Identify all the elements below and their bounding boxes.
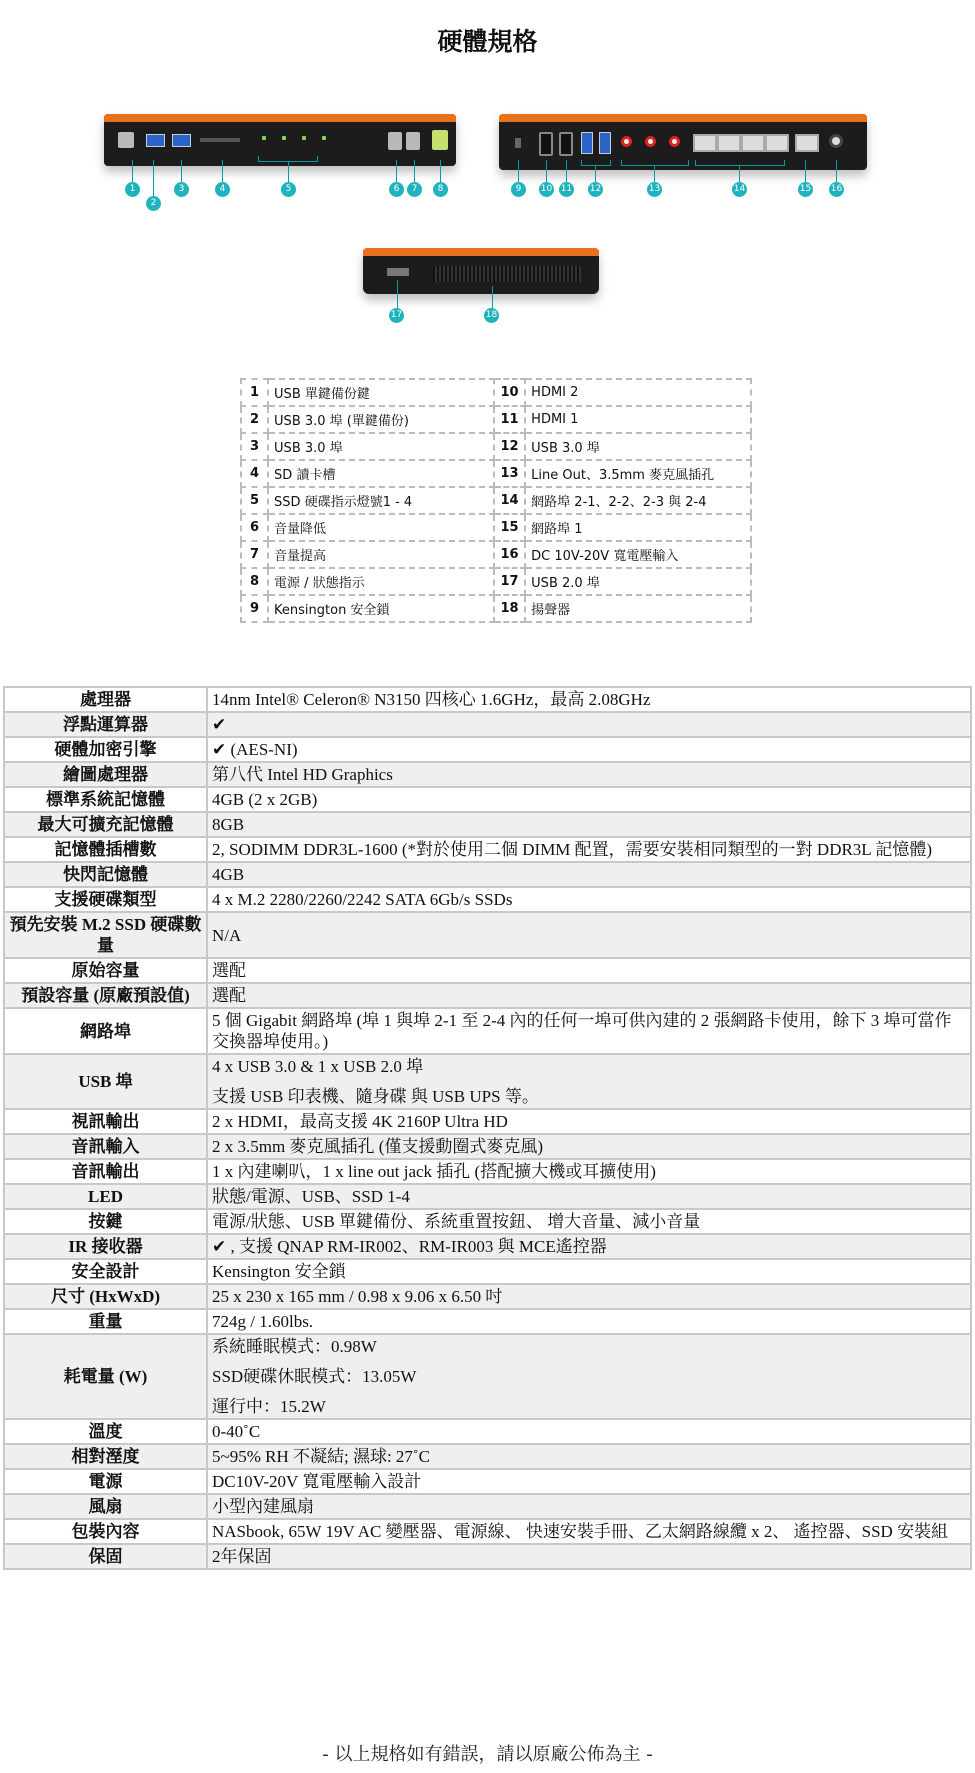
legend-row — [241, 379, 751, 406]
spec-row — [4, 912, 971, 958]
ethernet-port-icon — [795, 134, 819, 152]
callout-marker: 2 — [146, 196, 161, 211]
spec-value — [207, 712, 971, 737]
spec-value — [207, 1419, 971, 1444]
spec-value-line: 0-40˚C — [212, 1422, 261, 1441]
spec-label: 重量 — [4, 1309, 207, 1334]
spec-label: 網路埠 — [4, 1008, 207, 1054]
spec-label: 尺寸 (HxWxD) — [4, 1284, 207, 1309]
legend-label: 電源 / 狀態指示 — [268, 568, 494, 595]
kensington-lock-icon — [515, 138, 521, 148]
spec-value-line: 4GB (2 x 2GB) — [212, 790, 318, 809]
spec-value-line: ✔ (AES-NI) — [212, 740, 298, 759]
legend-label: 網路埠 1 — [525, 514, 751, 541]
volume-up-button-icon — [406, 132, 420, 150]
spec-label: 溫度 — [4, 1419, 207, 1444]
spec-label: LED — [4, 1184, 207, 1209]
spec-label: 風扇 — [4, 1494, 207, 1519]
legend-label: DC 10V-20V 寬電壓輸入 — [525, 541, 751, 568]
spec-label: 處理器 — [4, 687, 207, 712]
spec-value — [207, 983, 971, 1008]
spec-label: 浮點運算器 — [4, 712, 207, 737]
legend-row — [241, 460, 751, 487]
spec-value — [207, 1054, 971, 1109]
legend-row — [241, 406, 751, 433]
callout-marker: 4 — [215, 182, 230, 197]
spec-value — [207, 837, 971, 862]
spec-value — [207, 1184, 971, 1209]
usb2-port-icon — [387, 268, 409, 276]
spec-label: 繪圖處理器 — [4, 762, 207, 787]
audio-jack-icon — [621, 136, 632, 147]
spec-value — [207, 1284, 971, 1309]
legend-label: USB 3.0 埠 — [525, 433, 751, 460]
spec-value — [207, 1309, 971, 1334]
callout-marker: 16 — [829, 182, 844, 197]
spec-value-line: 4 x M.2 2280/2260/2242 SATA 6Gb/s SSDs — [212, 890, 513, 909]
speaker-grille-icon — [433, 266, 581, 282]
port-legend-table — [240, 378, 752, 623]
spec-value — [207, 687, 971, 712]
ethernet-port-icon — [765, 134, 789, 152]
spec-label: 耗電量 (W) — [4, 1334, 207, 1419]
spec-value-line: ✔ , 支援 QNAP RM-IR002、RM-IR003 與 MCE遙控器 — [212, 1237, 607, 1256]
spec-value-line: 5 個 Gigabit 網路埠 (埠 1 與埠 2-1 至 2-4 內的任何一埠可供內建的 2 張網路卡使用，餘下 3 埠可當作交換器埠使用。) — [212, 1011, 952, 1051]
callout-marker: 8 — [433, 182, 448, 197]
side-panel — [363, 248, 599, 294]
spec-row — [4, 687, 971, 712]
spec-value-line: NASbook, 65W 19V AC 變壓器、電源線、 快速安裝手冊、乙太網路線纜 x 2、 遙控器、SSD 安裝組 — [212, 1522, 949, 1541]
spec-value — [207, 1134, 971, 1159]
legend-number: 13 — [494, 460, 525, 487]
spec-label: IR 接收器 — [4, 1234, 207, 1259]
legend-number: 5 — [241, 487, 268, 514]
legend-number: 4 — [241, 460, 268, 487]
legend-row — [241, 433, 751, 460]
spec-value-line: N/A — [212, 925, 242, 945]
spec-label: 原始容量 — [4, 958, 207, 983]
spec-value — [207, 958, 971, 983]
ethernet-port-icon — [741, 134, 765, 152]
spec-label: 記憶體插槽數 — [4, 837, 207, 862]
spec-value-line: DC10V-20V 寬電壓輸入設計 — [212, 1472, 422, 1491]
spec-row — [4, 862, 971, 887]
spec-value-line: 2年保固 — [212, 1547, 272, 1566]
spec-label: 支援硬碟類型 — [4, 887, 207, 912]
legend-number: 16 — [494, 541, 525, 568]
audio-jack-icon — [669, 136, 680, 147]
spec-row — [4, 812, 971, 837]
legend-row — [241, 568, 751, 595]
spec-label: 預先安裝 M.2 SSD 硬碟數量 — [4, 912, 207, 958]
spec-row — [4, 762, 971, 787]
spec-value — [207, 1109, 971, 1134]
spec-value-line: 25 x 230 x 165 mm / 0.98 x 9.06 x 6.50 吋 — [212, 1287, 503, 1306]
callout-marker: 7 — [407, 182, 422, 197]
spec-row — [4, 1519, 971, 1544]
spec-row — [4, 1469, 971, 1494]
legend-number: 11 — [494, 406, 525, 433]
spec-row — [4, 887, 971, 912]
spec-row — [4, 983, 971, 1008]
callout-marker: 9 — [511, 182, 526, 197]
hdmi-port-icon — [559, 132, 573, 156]
spec-value — [207, 1334, 971, 1419]
spec-row — [4, 1209, 971, 1234]
led-icon — [302, 136, 306, 140]
spec-label: 音訊輸出 — [4, 1159, 207, 1184]
spec-row — [4, 1008, 971, 1054]
spec-row — [4, 1284, 971, 1309]
legend-number: 8 — [241, 568, 268, 595]
sd-slot-icon — [200, 138, 240, 142]
spec-value — [207, 737, 971, 762]
spec-value — [207, 787, 971, 812]
spec-row — [4, 1419, 971, 1444]
spec-label: USB 埠 — [4, 1054, 207, 1109]
spec-value — [207, 1469, 971, 1494]
legend-label: 音量降低 — [268, 514, 494, 541]
legend-label: 揚聲器 — [525, 595, 751, 622]
usb-port-icon — [172, 134, 191, 147]
legend-label: USB 2.0 埠 — [525, 568, 751, 595]
callout-marker: 17 — [389, 308, 404, 323]
callout-marker: 11 — [559, 182, 574, 197]
spec-label: 相對溼度 — [4, 1444, 207, 1469]
callout-marker: 10 — [539, 182, 554, 197]
spec-value-line: 724g / 1.60lbs. — [212, 1312, 314, 1331]
spec-row — [4, 958, 971, 983]
legend-label: 音量提高 — [268, 541, 494, 568]
spec-value-line: 4GB — [212, 865, 245, 884]
ethernet-port-icon — [693, 134, 717, 152]
legend-label: USB 單鍵備份鍵 — [268, 379, 494, 406]
spec-row — [4, 737, 971, 762]
audio-jack-icon — [645, 136, 656, 147]
legend-number: 15 — [494, 514, 525, 541]
spec-label: 安全設計 — [4, 1259, 207, 1284]
spec-value-line: 2 x 3.5mm 麥克風插孔 (僅支援動圈式麥克風) — [212, 1137, 544, 1156]
spec-row — [4, 1159, 971, 1184]
legend-label: HDMI 1 — [525, 406, 751, 433]
spec-label: 硬體加密引擎 — [4, 737, 207, 762]
legend-number: 2 — [241, 406, 268, 433]
callout-marker: 14 — [732, 182, 747, 197]
dc-input-icon — [829, 134, 843, 148]
legend-label: Line Out、3.5mm 麥克風插孔 — [525, 460, 751, 487]
legend-number: 3 — [241, 433, 268, 460]
spec-value-line: SSD硬碟休眠模式：13.05W — [212, 1367, 417, 1386]
spec-value — [207, 1234, 971, 1259]
led-icon — [262, 136, 266, 140]
spec-value-line: 2, SODIMM DDR3L-1600 (*對於使用二個 DIMM 配置，需要安裝相同類型的一對 DDR3L 記憶體) — [212, 840, 932, 859]
spec-value — [207, 1008, 971, 1054]
hdmi-port-icon — [539, 132, 553, 156]
spec-label: 音訊輸入 — [4, 1134, 207, 1159]
spec-value — [207, 1159, 971, 1184]
legend-number: 12 — [494, 433, 525, 460]
led-icon — [282, 136, 286, 140]
spec-value — [207, 1209, 971, 1234]
footer-note: - 以上規格如有錯誤，請以原廠公佈為主 - — [322, 1744, 653, 1765]
spec-label: 預設容量 (原廠預設值) — [4, 983, 207, 1008]
spec-value-line: 2 x HDMI，最高支援 4K 2160P Ultra HD — [212, 1112, 508, 1131]
usb-port-icon — [599, 132, 611, 154]
spec-value-line: 支援 USB 印表機、隨身碟 與 USB UPS 等。 — [212, 1087, 539, 1106]
callout-marker: 12 — [588, 182, 603, 197]
spec-value — [207, 912, 971, 958]
spec-label: 電源 — [4, 1469, 207, 1494]
spec-row — [4, 1444, 971, 1469]
callout-marker: 5 — [281, 182, 296, 197]
spec-value — [207, 1494, 971, 1519]
legend-number: 14 — [494, 487, 525, 514]
spec-value — [207, 862, 971, 887]
legend-number: 6 — [241, 514, 268, 541]
spec-row — [4, 1234, 971, 1259]
spec-label: 按鍵 — [4, 1209, 207, 1234]
spec-row — [4, 837, 971, 862]
legend-row — [241, 514, 751, 541]
callout-marker: 1 — [125, 182, 140, 197]
spec-row — [4, 712, 971, 737]
legend-number: 17 — [494, 568, 525, 595]
legend-label: USB 3.0 埠 (單鍵備份) — [268, 406, 494, 433]
legend-number: 9 — [241, 595, 268, 622]
spec-value-line: 狀態/電源、USB、SSD 1-4 — [212, 1187, 410, 1206]
legend-row — [241, 487, 751, 514]
spec-row — [4, 1184, 971, 1209]
spec-value-line: 4 x USB 3.0 & 1 x USB 2.0 埠 — [212, 1057, 424, 1076]
spec-row — [4, 1259, 971, 1284]
spec-label: 最大可擴充記憶體 — [4, 812, 207, 837]
spec-value — [207, 1259, 971, 1284]
spec-value-line: ✔ — [212, 715, 227, 734]
spec-value-line: 14nm Intel® Celeron® N3150 四核心 1.6GHz，最高 2.08GHz — [212, 690, 651, 709]
usb-port-icon — [146, 134, 165, 147]
spec-value — [207, 1544, 971, 1569]
callout-marker: 6 — [389, 182, 404, 197]
volume-down-button-icon — [388, 132, 402, 150]
spec-value-line: 系統睡眠模式：0.98W — [212, 1337, 377, 1356]
callout-marker: 13 — [647, 182, 662, 197]
spec-value — [207, 812, 971, 837]
ethernet-port-icon — [717, 134, 741, 152]
spec-value — [207, 887, 971, 912]
spec-row — [4, 1054, 971, 1109]
legend-label: USB 3.0 埠 — [268, 433, 494, 460]
spec-value-line: 第八代 Intel HD Graphics — [212, 765, 393, 784]
legend-label: Kensington 安全鎖 — [268, 595, 494, 622]
spec-value-line: 8GB — [212, 815, 245, 834]
spec-row — [4, 1334, 971, 1419]
legend-number: 1 — [241, 379, 268, 406]
spec-row — [4, 1544, 971, 1569]
legend-row — [241, 595, 751, 622]
callout-marker: 15 — [798, 182, 813, 197]
legend-number: 18 — [494, 595, 525, 622]
callout-marker: 3 — [174, 182, 189, 197]
spec-value — [207, 1444, 971, 1469]
spec-value — [207, 1519, 971, 1544]
spec-value-line: Kensington 安全鎖 — [212, 1262, 346, 1281]
spec-table — [3, 686, 972, 1570]
usb-copy-button-icon — [118, 132, 134, 148]
spec-value — [207, 762, 971, 787]
spec-row — [4, 1109, 971, 1134]
spec-value-line: 小型內建風扇 — [212, 1497, 314, 1516]
usb-port-icon — [581, 132, 593, 154]
spec-value-line: 電源/狀態、USB 單鍵備份、系統重置按鈕、 增大音量、減小音量 — [212, 1212, 701, 1231]
spec-row — [4, 1134, 971, 1159]
spec-label: 保固 — [4, 1544, 207, 1569]
spec-value-line: 運行中：15.2W — [212, 1397, 326, 1416]
spec-value-line: 選配 — [212, 961, 246, 980]
spec-label: 視訊輸出 — [4, 1109, 207, 1134]
spec-row — [4, 1494, 971, 1519]
spec-row — [4, 1309, 971, 1334]
legend-row — [241, 541, 751, 568]
legend-label: 網路埠 2-1、2-2、2-3 與 2-4 — [525, 487, 751, 514]
power-led-icon — [432, 130, 448, 150]
legend-number: 7 — [241, 541, 268, 568]
legend-label: SSD 硬碟指示燈號1 - 4 — [268, 487, 494, 514]
led-icon — [322, 136, 326, 140]
page-title: 硬體規格 — [437, 27, 538, 56]
spec-label: 標準系統記憶體 — [4, 787, 207, 812]
spec-value-line: 選配 — [212, 986, 246, 1005]
legend-number: 10 — [494, 379, 525, 406]
spec-row — [4, 787, 971, 812]
callout-marker: 18 — [484, 308, 499, 323]
spec-label: 包裝內容 — [4, 1519, 207, 1544]
legend-label: HDMI 2 — [525, 379, 751, 406]
spec-label: 快閃記憶體 — [4, 862, 207, 887]
spec-value-line: 1 x 內建喇叭，1 x line out jack 插孔 (搭配擴大機或耳擴使用) — [212, 1162, 656, 1181]
legend-label: SD 讀卡槽 — [268, 460, 494, 487]
spec-value-line: 5~95% RH 不凝結; 濕球: 27˚C — [212, 1447, 430, 1466]
